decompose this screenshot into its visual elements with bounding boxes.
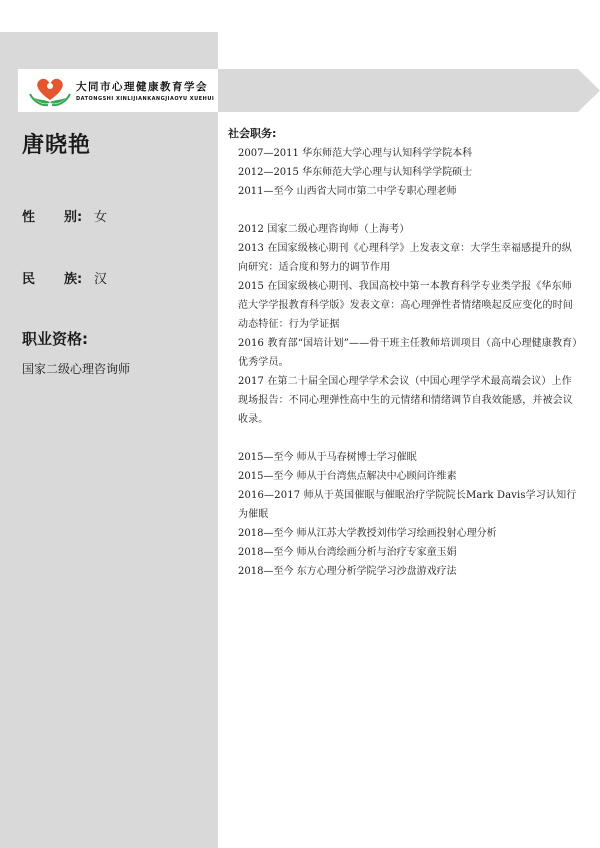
ethnicity-label-part-b: 族: <box>64 272 83 287</box>
training-entry: 2018—至今 师从台湾绘画分析与治疗专家童玉娟 <box>238 547 457 558</box>
education-entry: 2012—2015 华东师范大学心理与认知科学学院硕士 <box>238 167 473 178</box>
ethnicity-value: 汉 <box>94 272 108 287</box>
ethnicity-label-part-a: 民 <box>22 272 36 287</box>
training-entry: 2015—至今 师从于台湾焦点解决中心顾问许维素 <box>238 471 457 482</box>
society-logo-icon <box>28 74 72 108</box>
achievement-entry: 2016 教育部“国培计划”——骨干班主任教师培训项目（高中心理健康教育）优秀学员。 <box>238 338 578 368</box>
org-name-en: DATONGSHI XINLIJIANKANGJIAOYU XUEHUI <box>76 96 215 102</box>
training-entry: 2015—至今 师从于马春树博士学习催眠 <box>238 452 417 463</box>
gender-value: 女 <box>94 210 108 225</box>
person-name: 唐晓艳 <box>22 133 92 158</box>
org-name-cn: 大同市心理健康教育学会 <box>76 81 208 93</box>
qualification-title: 职业资格: <box>22 330 88 348</box>
training-entry: 2018—至今 东方心理分析学院学习沙盘游戏疗法 <box>238 566 457 577</box>
ethnicity-field <box>22 268 107 287</box>
section-title: 社会职务: <box>228 127 277 140</box>
training-entry: 2018—至今 师从江苏大学教授刘伟学习绘画投射心理分析 <box>238 528 497 539</box>
education-entry: 2007—2011 华东师范大学心理与认知科学学院本科 <box>238 148 473 159</box>
achievement-entry: 2017 在第二十届全国心理学学术会议（中国心理学学术最高端会议）上作现场报告：不同心理弹性高中生的元情绪和情绪调节自我效能感，并被会议收录。 <box>238 376 573 425</box>
main-content <box>228 124 580 581</box>
achievement-entry: 2015 在国家级核心期刊、我国高校中第一本教育科学专业类学报《华东师范大学学报教育科学版》发表文章：高心理弹性者情绪唤起反应变化的时间动态特征：行为学证据 <box>238 281 573 330</box>
achievement-entry: 2013 在国家级核心期刊《心理科学》上发表文章：大学生幸福感提升的纵向研究：适合度和努力的调节作用 <box>238 243 572 273</box>
gender-label-part-b: 别: <box>64 210 83 225</box>
gender-label-part-a: 性 <box>22 210 36 225</box>
ethnicity-label <box>22 268 94 287</box>
logo <box>18 69 218 112</box>
qualification-value: 国家二级心理咨询师 <box>22 362 131 376</box>
achievement-entry: 2012 国家二级心理咨询师（上海考） <box>238 224 410 235</box>
gender-label <box>22 206 94 225</box>
education-entry: 2011—至今 山西省大同市第二中学专职心理老师 <box>238 186 457 197</box>
gender-field <box>22 206 107 225</box>
training-entry: 2016—2017 师从于英国催眠与催眠治疗学院院长Mark Davis学习认知行为催眠 <box>238 490 577 520</box>
